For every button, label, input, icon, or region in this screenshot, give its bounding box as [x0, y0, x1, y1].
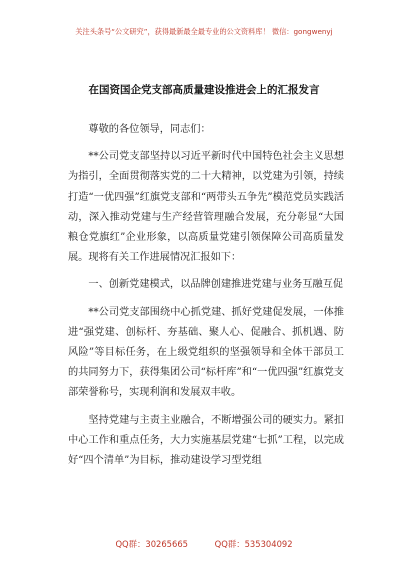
page-title: 在国资国企党支部高质量建设推进会上的汇报发言	[88, 84, 320, 96]
header-banner: 关注头条号“公文研究”，获得最新最全最专业的公文资料库！ 微信：gongwenyj	[75, 27, 333, 36]
paragraph-section-1-detail: 坚持党建与主责主业融合，不断增强公司的硬实力。紧扣中心工作和重点任务，大力实施基层党建“七抓”工程，以完成好“四个清单”为目标，推动建设学习型党组	[68, 414, 344, 467]
document-body	[68, 120, 344, 478]
paragraph-intro: **公司党支部坚持以习近平新时代中国特色社会主义思想为指引，全面贯彻落实党的二十大精神，以党建为引领，持续打造“一优四强”红旗党支部和“两带头五争先”模范党员实践活动，深入推动党建与生产经营管理融合发展，充分彰显“大国粮仓党旗红”企业形象，以高质量党建引领保障公司高质量发展。现将有关工作进展情况汇报如下：	[68, 151, 344, 264]
qq-group-1: QQ群：30265665	[115, 539, 188, 549]
paragraph-section-1: **公司党支部围绕中心抓党建、抓好党建促发展，一体推进“强党建、创标杆、夯基础、聚人心、促融合、抓机遇、防风险”等目标任务，在上级党组织的坚强领导和全体干部员工的共同努力下，获得集团公司“标杆库”和“一优四强”红旗党支部荣誉称号，实现利润和发展双丰收。	[68, 306, 344, 399]
section-heading-1: 一、创新党建模式，以品牌创建推进党建与业务互融互促	[88, 279, 344, 291]
salutation: 尊敬的各位领导，同志们：	[88, 124, 211, 135]
qq-group-2: QQ群：535304092	[214, 539, 293, 549]
footer-contacts	[0, 538, 408, 550]
